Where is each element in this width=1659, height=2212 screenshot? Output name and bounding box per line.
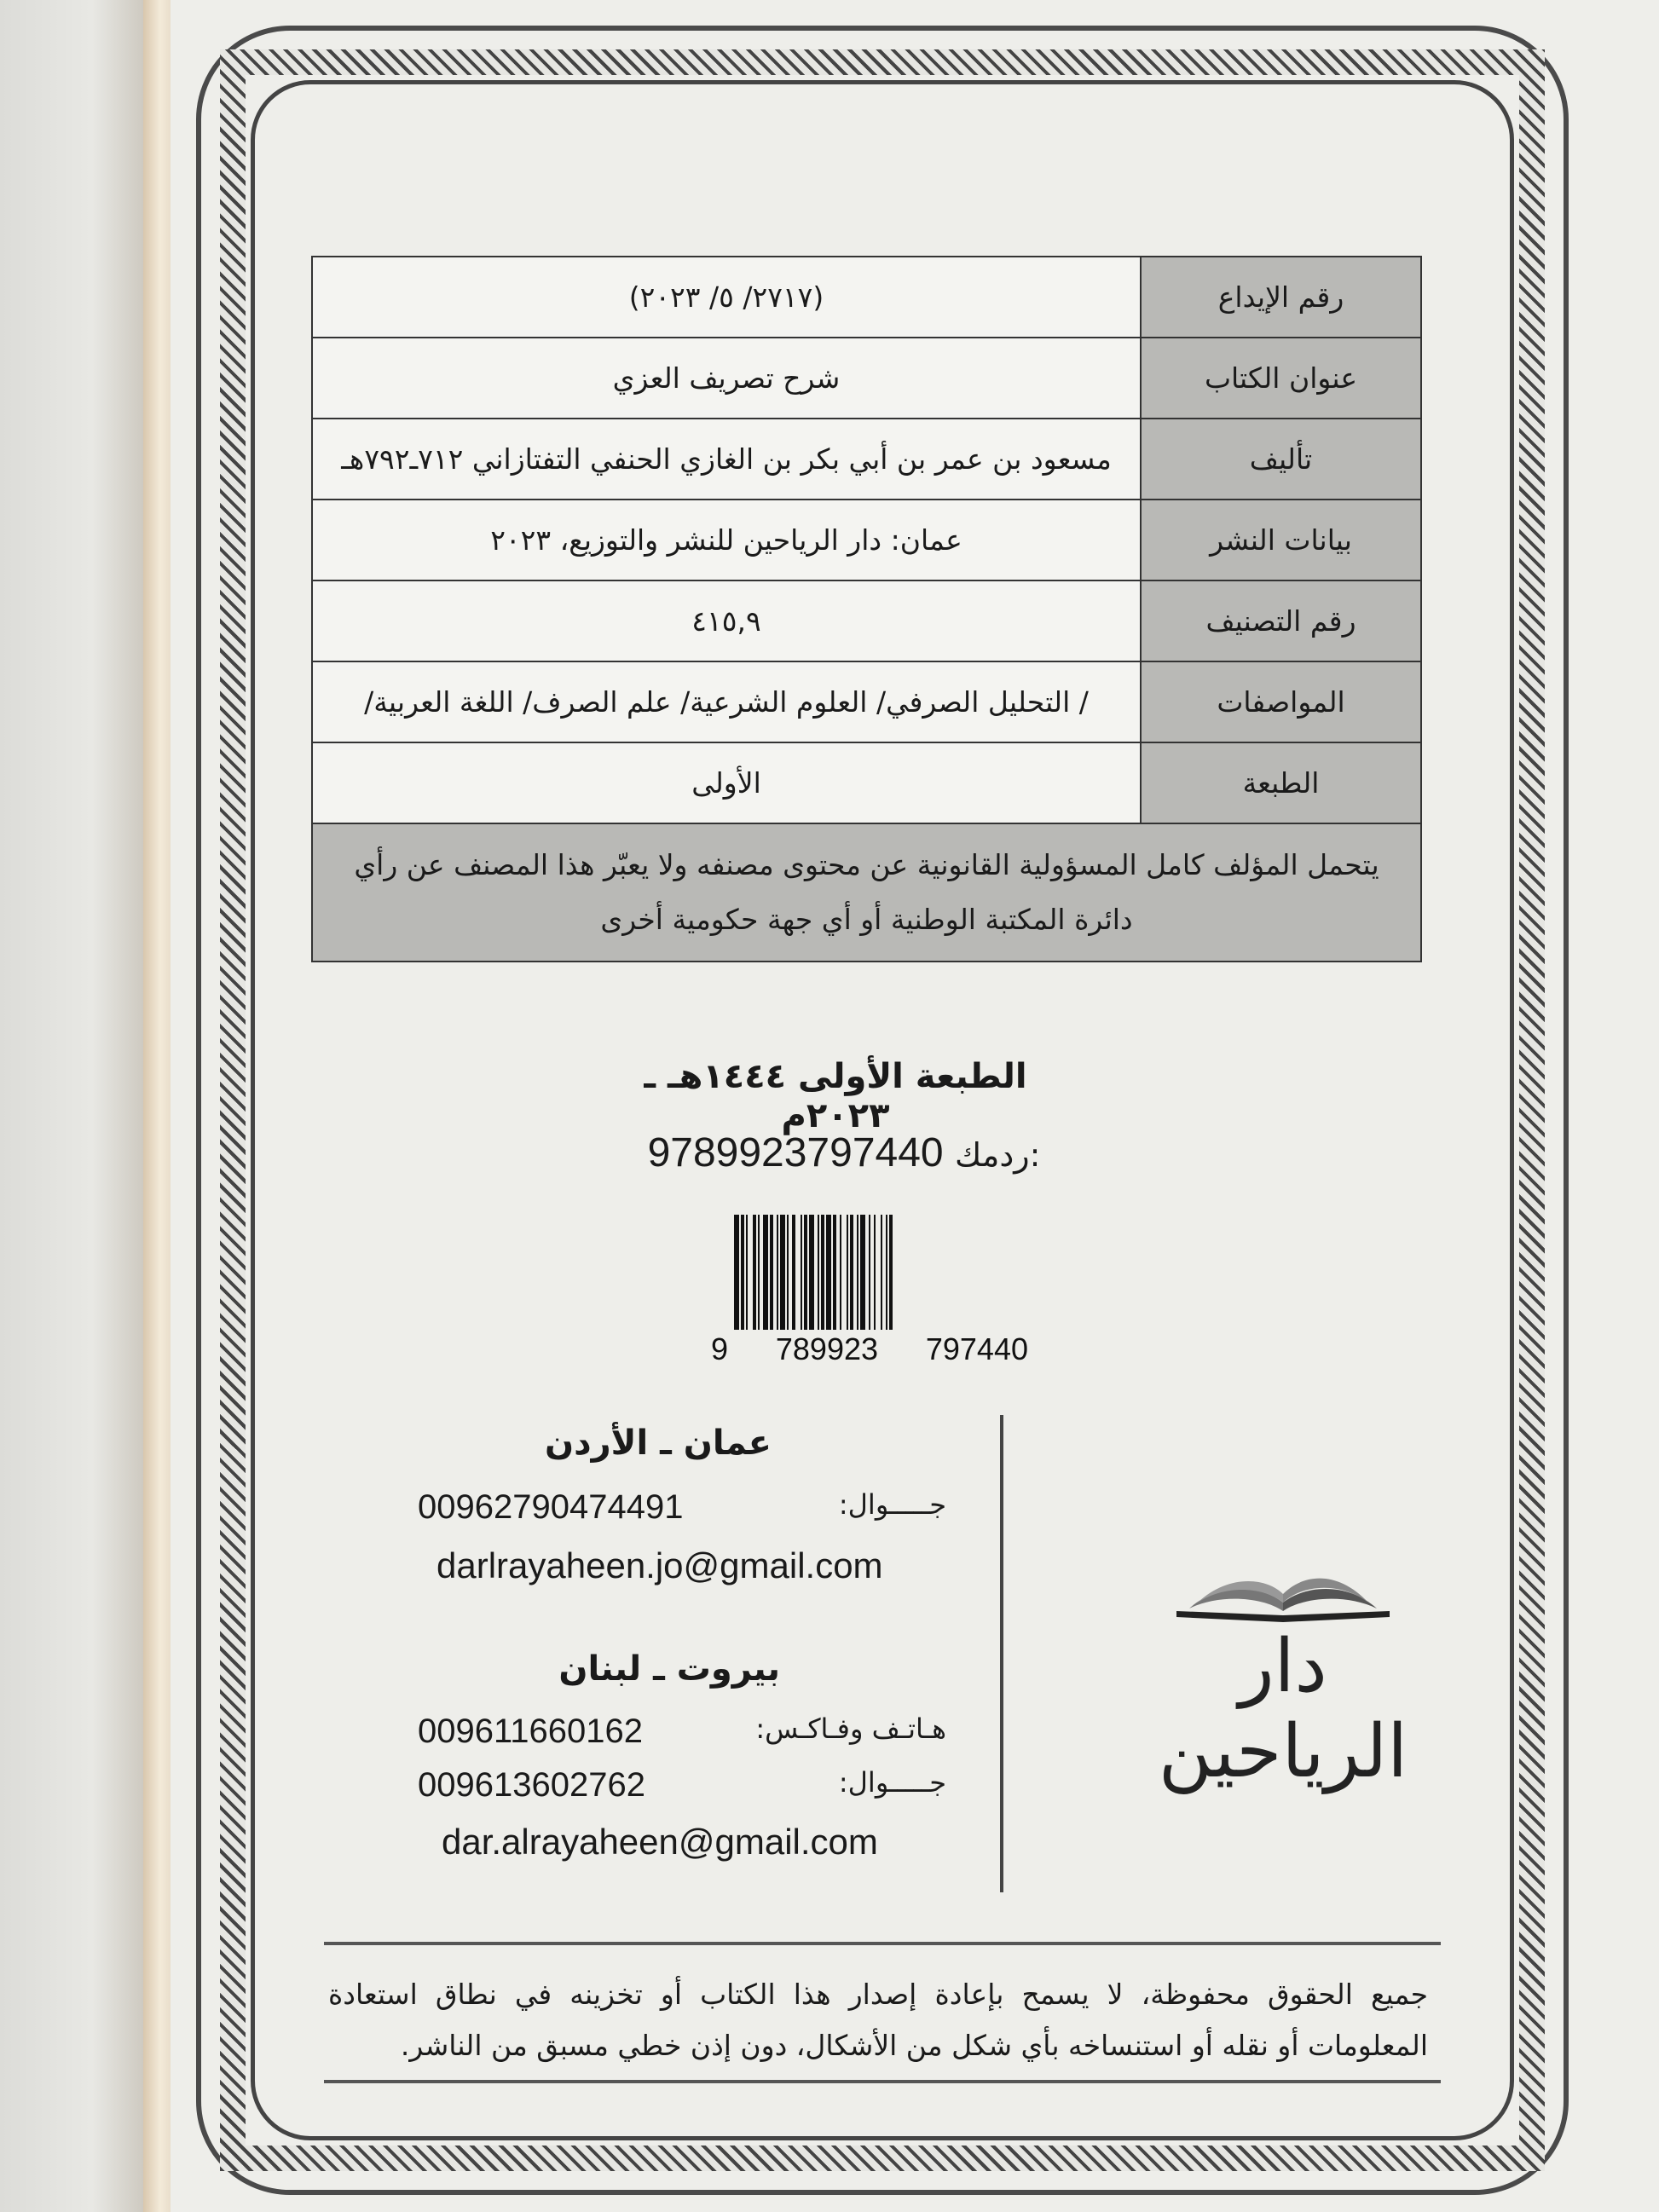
mobile-row <box>418 1488 946 1527</box>
email: dar.alrayaheen@gmail.com <box>442 1822 878 1862</box>
table-row <box>312 823 1421 962</box>
table-row <box>312 419 1421 500</box>
row-value: (٢٧١٧/ ٥/ ٢٠٢٣) <box>312 257 1141 338</box>
row-value: مسعود بن عمر بن أبي بكر بن الغازي الحنفي التفتازاني ٧١٢ـ٧٩٢هـ <box>312 419 1141 500</box>
mobile-label: جـــــوال: <box>838 1488 946 1521</box>
edition-line: الطبعة الأولى ١٤٤٤هـ ـ ٢٠٢٣م <box>644 1057 1027 1135</box>
row-value: الأولى <box>312 742 1141 823</box>
catalog-table <box>311 256 1422 962</box>
row-value: شرح تصريف العزي <box>312 338 1141 419</box>
row-label: رقم الإيداع <box>1141 257 1421 338</box>
row-value: عمان: دار الرياحين للنشر والتوزيع، ٢٠٢٣ <box>312 500 1141 580</box>
row-label: الطبعة <box>1141 742 1421 823</box>
amman-contact <box>418 1424 963 1586</box>
open-book-icon <box>1168 1564 1398 1624</box>
table-row <box>312 742 1421 823</box>
city-heading: بيروت ـ لبنان <box>558 1649 780 1689</box>
mobile-number: 00962790474491 <box>418 1488 684 1526</box>
isbn-value: 9789923797440 <box>647 1130 944 1175</box>
table-row <box>312 500 1421 580</box>
barcode-digit-group: 789923 <box>772 1331 882 1367</box>
mobile-number: 009613602762 <box>418 1766 645 1804</box>
row-label: المواصفات <box>1141 661 1421 742</box>
phone-fax-row <box>418 1712 946 1751</box>
row-label: عنوان الكتاب <box>1141 338 1421 419</box>
phone-fax-number: 009611660162 <box>418 1712 643 1750</box>
top-rule <box>324 1942 1441 1945</box>
row-label: بيانات النشر <box>1141 500 1421 580</box>
bottom-rule <box>324 2080 1441 2083</box>
mobile-label: جـــــوال: <box>838 1766 946 1799</box>
table-row <box>312 580 1421 661</box>
disclaimer: يتحمل المؤلف كامل المسؤولية القانونية عن محتوى مصنفه ولا يعبّر هذا المصنف عن رأي دائرة المكتبة الوطنية أو أي جهة حكومية أخرى <box>312 823 1421 962</box>
row-label: رقم التصنيف <box>1141 580 1421 661</box>
table-row <box>312 661 1421 742</box>
row-label: تأليف <box>1141 419 1421 500</box>
isbn-label: ردمك: <box>954 1136 1041 1174</box>
beirut-contact <box>418 1649 963 1863</box>
vertical-divider <box>1000 1415 1003 1892</box>
publisher-logo <box>1117 1556 1449 1794</box>
row-value: ٤١٥,٩ <box>312 580 1141 661</box>
barcode-digits <box>708 1330 1032 1369</box>
left-page <box>0 0 153 2212</box>
row-value: / التحليل الصرفي/ العلوم الشرعية/ علم الصرف/ اللغة العربية/ <box>312 661 1141 742</box>
email: darlrayaheen.jo@gmail.com <box>436 1545 883 1585</box>
table-row <box>312 338 1421 419</box>
city-heading: عمان ـ الأردن <box>544 1424 772 1463</box>
barcode-digit-group: 797440 <box>922 1331 1032 1367</box>
rights-notice: جميع الحقوق محفوظة، لا يسمح بإعادة إصدار هذا الكتاب أو تخزينه في نطاق استعادة المعلومات أو نقله أو استنساخه بأي شكل من الأشكال، دون إذن خطي مسبق من الناشر. <box>328 1978 1428 2062</box>
barcode-digit-group: 9 <box>708 1331 731 1367</box>
logo-wordmark: دار الرياحين <box>1158 1624 1408 1794</box>
mobile-row <box>418 1766 946 1805</box>
table-row <box>312 257 1421 338</box>
isbn <box>597 1129 1091 1176</box>
phone-fax-label: هـاتـف وفـاكـس: <box>755 1712 946 1745</box>
